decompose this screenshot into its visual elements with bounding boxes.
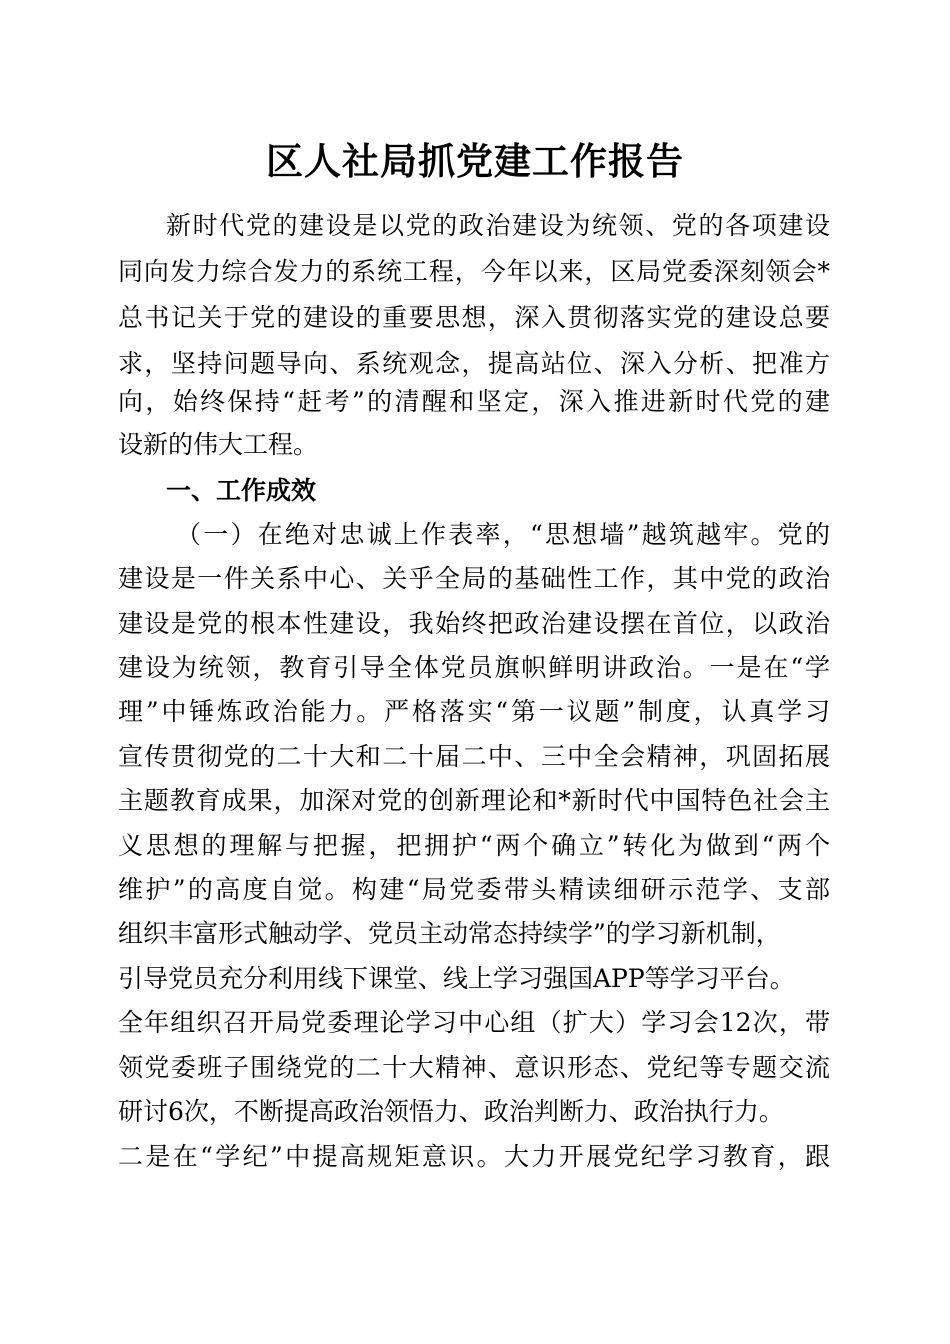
intro-line: 求，坚持问题导向、系统观念，提高站位、深入分析、把准方 [118, 349, 830, 378]
section-line: 宣传贯彻党的二十大和二十届二中、三中全会精神，巩固拓展 [118, 742, 830, 771]
section-line: 研讨6次，不断提高政治领悟力、政治判断力、政治执行力。 [118, 1097, 784, 1126]
section-line: （一）在绝对忠诚上作表率，“思想墙”越筑越牢。党的 [176, 520, 830, 549]
section-line: 全年组织召开局党委理论学习中心组（扩大）学习会12次，带 [118, 1008, 830, 1037]
section-line: 建设是一件关系中心、关乎全局的基础性工作，其中党的政治 [118, 564, 830, 593]
intro-line: 新时代党的建设是以党的政治建设为统领、党的各项建设 [166, 211, 830, 240]
intro-line: 总书记关于党的建设的重要思想，深入贯彻落实党的建设总要 [118, 303, 830, 332]
section-line: 二是在“学纪”中提高规矩意识。大力开展党纪学习教育，跟 [118, 1142, 830, 1171]
section-line: 维护”的高度自觉。构建“局党委带头精读细研示范学、支部 [118, 875, 830, 904]
document-title: 区人社局抓党建工作报告 [266, 139, 684, 183]
section-line: 理”中锤炼政治能力。严格落实“第一议题”制度，认真学习 [118, 697, 830, 726]
section-heading: 一、工作成效 [166, 476, 317, 505]
section-line: 组织丰富形式触动学、党员主动常态持续学”的学习新机制， [118, 919, 781, 948]
section-line: 引导党员充分利用线下课堂、线上学习强国APP等学习平台。 [118, 964, 795, 993]
section-line: 建设是党的根本性建设，我始终把政治建设摆在首位，以政治 [118, 609, 830, 638]
section-line: 领党委班子围绕党的二十大精神、意识形态、党纪等专题交流 [118, 1053, 830, 1082]
intro-line: 向，始终保持“赶考”的清醒和坚定，深入推进新时代党的建 [118, 387, 830, 416]
intro-line: 设新的伟大工程。 [118, 430, 319, 459]
section-line: 主题教育成果，加深对党的创新理论和*新时代中国特色社会主 [118, 786, 830, 815]
intro-line: 同向发力综合发力的系统工程，今年以来，区局党委深刻领会* [118, 257, 830, 286]
section-line: 建设为统领，教育引导全体党员旗帜鲜明讲政治。一是在“学 [118, 653, 830, 682]
section-line: 义思想的理解与把握，把拥护“两个确立”转化为做到“两个 [118, 831, 830, 860]
